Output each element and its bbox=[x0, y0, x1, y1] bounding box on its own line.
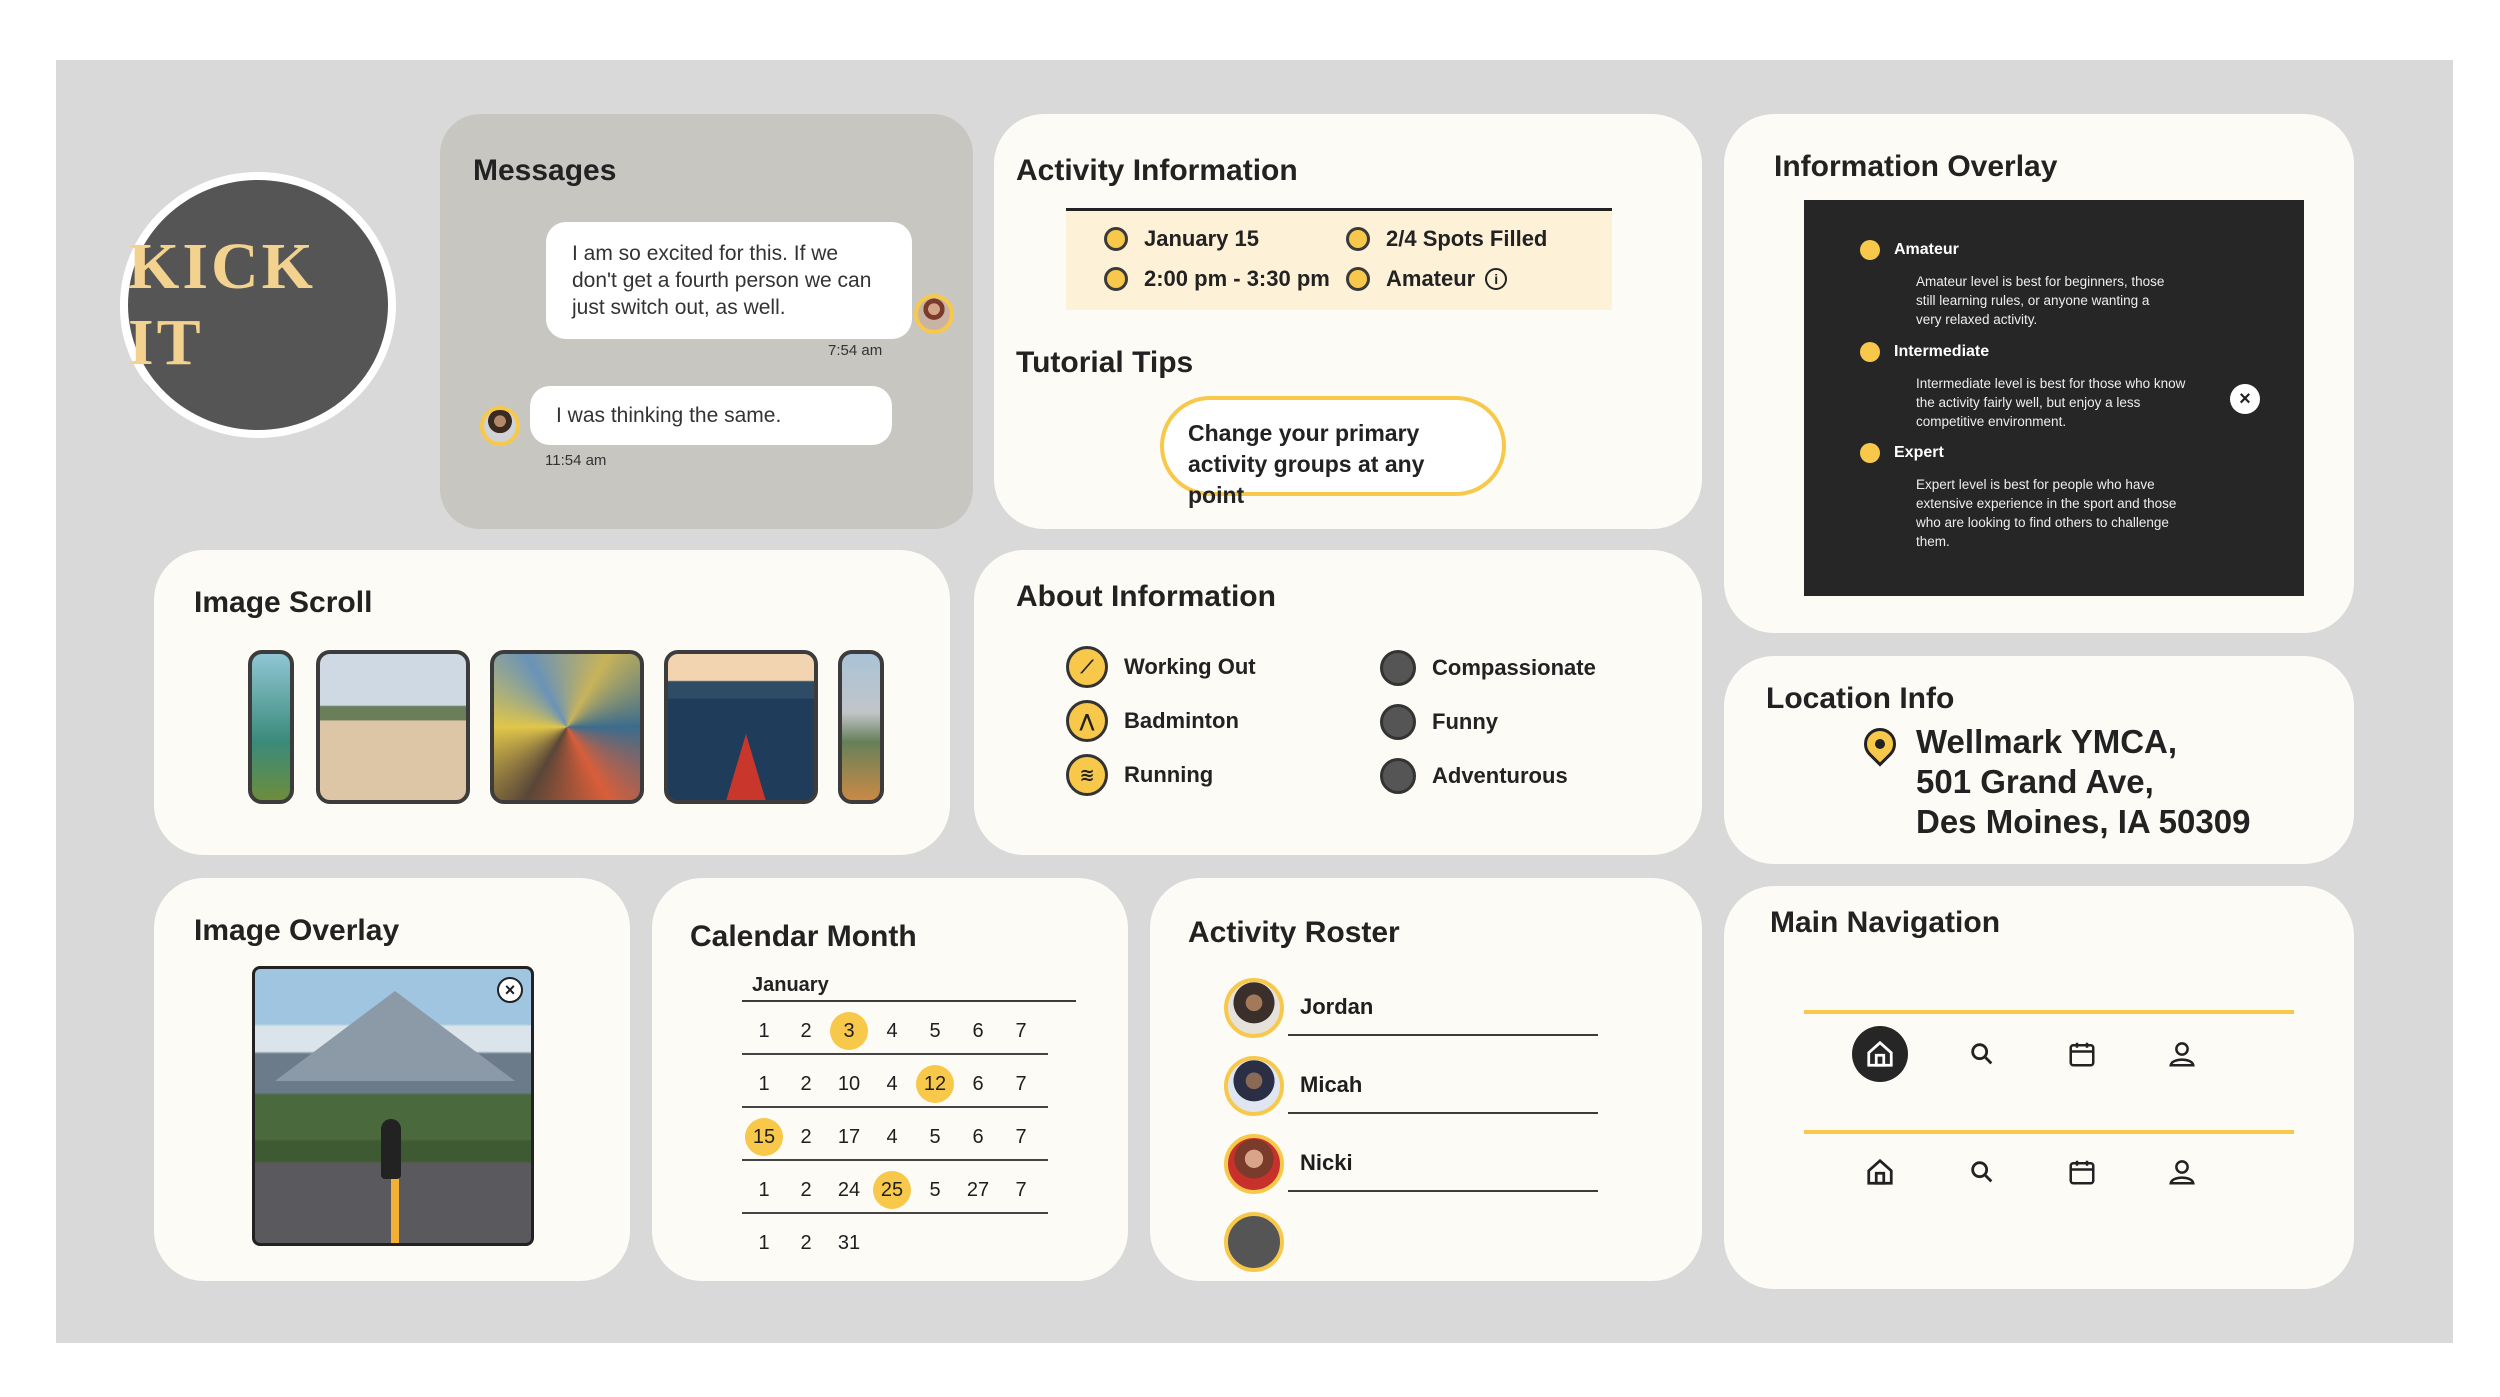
calendar-day[interactable]: 7 bbox=[1015, 1179, 1027, 1201]
expert-desc: Expert level is best for people who have extensive experience in the sport and those who are looking to find others to challenge them. bbox=[1916, 477, 2177, 549]
tutorial-title: Tutorial Tips bbox=[1016, 346, 1194, 379]
calendar-week-row bbox=[742, 1214, 1048, 1267]
intermediate-dot-icon bbox=[1860, 342, 1880, 362]
calendar-day[interactable]: 24 bbox=[837, 1179, 861, 1201]
shoe-icon: ≋ bbox=[1066, 754, 1108, 796]
trait-dot-icon bbox=[1380, 650, 1416, 686]
profile-icon[interactable] bbox=[2154, 1026, 2210, 1082]
trait-compassionate: Compassionate bbox=[1380, 650, 1596, 686]
activity-running: ≋ Running bbox=[1066, 754, 1213, 796]
info-overlay-title: Information Overlay bbox=[1774, 150, 2058, 183]
calendar-day[interactable]: 6 bbox=[972, 1126, 984, 1148]
level-expert: Expert Expert level is best for people who have extensive experience in the sport and those who are looking to find others to challenge them. bbox=[1860, 443, 2200, 551]
calendar-day[interactable]: 4 bbox=[886, 1126, 898, 1148]
calendar-week-row bbox=[742, 1055, 1048, 1108]
trait-dot-icon bbox=[1380, 704, 1416, 740]
level-amateur: Amateur Amateur level is best for beginners, those still learning rules, or anyone wanting a very relaxed activity. bbox=[1860, 240, 2200, 329]
message-bubble-1: I am so excited for this. If we don't get a fourth person we can just switch out, as well. bbox=[546, 222, 912, 339]
search-icon[interactable] bbox=[1954, 1026, 2010, 1082]
roster-row-nicki[interactable] bbox=[1224, 1134, 1598, 1194]
location-card bbox=[1724, 656, 2354, 864]
mountain-shape bbox=[275, 991, 515, 1081]
image-overlay-card bbox=[154, 878, 630, 1281]
image-scroll-title: Image Scroll bbox=[194, 586, 373, 619]
road-line bbox=[391, 1169, 399, 1246]
nav-bar-inactive bbox=[1804, 1130, 2294, 1214]
calendar-day[interactable]: 2 bbox=[800, 1073, 812, 1095]
info-overlay-card bbox=[1724, 114, 2354, 633]
roster-name-micah: Micah bbox=[1300, 1072, 1363, 1097]
messages-card bbox=[440, 114, 973, 529]
activity-badminton: ⋀ Badminton bbox=[1066, 700, 1239, 742]
calendar-icon[interactable] bbox=[2054, 1026, 2110, 1082]
navigation-card bbox=[1724, 886, 2354, 1289]
location-pin-icon bbox=[1857, 721, 1902, 766]
dumbbell-icon: ⟋ bbox=[1066, 646, 1108, 688]
home-icon[interactable] bbox=[1852, 1026, 1908, 1082]
roster-name-nicki: Nicki bbox=[1300, 1150, 1353, 1175]
trait-funny: Funny bbox=[1380, 704, 1498, 740]
calendar-day[interactable]: 2 bbox=[800, 1232, 812, 1254]
calendar-day[interactable]: 17 bbox=[837, 1126, 861, 1148]
tutorial-tip[interactable]: Change your primary activity groups at any point bbox=[1160, 396, 1506, 496]
navigation-title: Main Navigation bbox=[1770, 906, 2001, 939]
calendar-month-label: January bbox=[752, 974, 829, 996]
person-walking bbox=[381, 1119, 401, 1179]
calendar-day[interactable]: 7 bbox=[1015, 1126, 1027, 1148]
calendar-week-row bbox=[742, 1161, 1048, 1214]
image-scroll-card bbox=[154, 550, 950, 855]
trait-adventurous: Adventurous bbox=[1380, 758, 1568, 794]
trait-dot-icon bbox=[1380, 758, 1416, 794]
calendar-day[interactable]: 1 bbox=[758, 1073, 770, 1095]
level-intermediate: Intermediate Intermediate level is best for those who know the activity fairly well, but enjoy a less competitive environment. bbox=[1860, 342, 2200, 431]
calendar-day[interactable]: 27 bbox=[966, 1179, 990, 1201]
avatar-reply bbox=[480, 406, 520, 446]
calendar-day[interactable]: 5 bbox=[929, 1179, 941, 1201]
calendar-day[interactable]: 7 bbox=[1015, 1020, 1027, 1042]
scroll-image-partial-right[interactable] bbox=[838, 650, 884, 804]
calendar-day[interactable]: 2 bbox=[800, 1126, 812, 1148]
calendar-day[interactable]: 1 bbox=[758, 1179, 770, 1201]
calendar-day[interactable]: 10 bbox=[837, 1073, 861, 1095]
calendar-day[interactable]: 2 bbox=[800, 1020, 812, 1042]
activity-level[interactable]: Amateur i bbox=[1346, 266, 1507, 292]
home-icon[interactable] bbox=[1852, 1144, 1908, 1200]
avatar-jordan bbox=[1224, 978, 1284, 1038]
activity-date: January 15 bbox=[1104, 226, 1259, 252]
intermediate-desc: Intermediate level is best for those who know the activity fairly well, but enjoy a less competitive environment. bbox=[1916, 376, 2186, 429]
about-title: About Information bbox=[1016, 580, 1276, 613]
scroll-image-climbing[interactable] bbox=[490, 650, 644, 804]
message-time-1: 7:54 am bbox=[828, 342, 883, 359]
activity-title: Activity Information bbox=[1016, 154, 1298, 187]
calendar-day[interactable]: 1 bbox=[758, 1020, 770, 1042]
roster-underline bbox=[1288, 1112, 1598, 1114]
image-overlay-title: Image Overlay bbox=[194, 914, 400, 947]
activity-spots: 2/4 Spots Filled bbox=[1346, 226, 1547, 252]
about-card bbox=[974, 550, 1702, 855]
avatar-micah bbox=[1224, 1056, 1284, 1116]
spots-dot-icon bbox=[1346, 227, 1370, 251]
roster-underline bbox=[1288, 1190, 1598, 1192]
calendar-title: Calendar Month bbox=[690, 920, 917, 953]
calendar-day[interactable]: 4 bbox=[886, 1073, 898, 1095]
date-dot-icon bbox=[1104, 227, 1128, 251]
close-icon[interactable]: × bbox=[497, 977, 523, 1003]
activity-working-out: ⟋ Working Out bbox=[1066, 646, 1256, 688]
calendar-day[interactable]: 5 bbox=[929, 1126, 941, 1148]
roster-card bbox=[1150, 878, 1702, 1281]
scroll-image-kayak[interactable] bbox=[664, 650, 818, 804]
address-line-3: Des Moines, IA 50309 bbox=[1916, 803, 2251, 840]
scroll-image-partial-left[interactable] bbox=[248, 650, 294, 804]
location-address bbox=[1916, 722, 2250, 842]
amateur-desc: Amateur level is best for beginners, those still learning rules, or anyone wanting a very relaxed activity. bbox=[1916, 274, 2165, 327]
info-icon[interactable]: i bbox=[1485, 268, 1507, 290]
calendar-day[interactable]: 2 bbox=[800, 1179, 812, 1201]
roster-underline bbox=[1288, 1034, 1598, 1036]
calendar-day[interactable]: 7 bbox=[1015, 1073, 1027, 1095]
shuttlecock-icon: ⋀ bbox=[1066, 700, 1108, 742]
activity-time: 2:00 pm - 3:30 pm bbox=[1104, 266, 1330, 292]
calendar-day-highlighted[interactable]: 25 bbox=[873, 1171, 911, 1209]
calendar-icon[interactable] bbox=[2054, 1144, 2110, 1200]
calendar-day[interactable]: 5 bbox=[929, 1020, 941, 1042]
nav-bar-active bbox=[1804, 1010, 2294, 1094]
address-line-2: 501 Grand Ave, bbox=[1916, 763, 2154, 800]
avatar-sender bbox=[914, 294, 954, 334]
calendar-week-row bbox=[742, 1002, 1048, 1055]
roster-row-micah[interactable] bbox=[1224, 1056, 1598, 1116]
kayak-shape bbox=[724, 734, 768, 804]
calendar-day[interactable]: 1 bbox=[758, 1232, 770, 1254]
level-dot-icon bbox=[1346, 267, 1370, 291]
roster-row-jordan[interactable] bbox=[1224, 978, 1598, 1038]
message-time-2: 11:54 am bbox=[545, 452, 607, 469]
expert-dot-icon bbox=[1860, 443, 1880, 463]
time-dot-icon bbox=[1104, 267, 1128, 291]
search-icon[interactable] bbox=[1954, 1144, 2010, 1200]
roster-title: Activity Roster bbox=[1188, 916, 1400, 949]
calendar-day[interactable]: 31 bbox=[837, 1232, 861, 1254]
message-bubble-2: I was thinking the same. bbox=[530, 386, 892, 445]
info-overlay-panel bbox=[1804, 200, 2304, 596]
logo-text: KICK IT bbox=[128, 230, 317, 379]
location-title: Location Info bbox=[1766, 682, 1955, 715]
close-icon[interactable]: × bbox=[2230, 384, 2260, 414]
calendar-day-highlighted[interactable]: 12 bbox=[916, 1065, 954, 1103]
avatar-nicki bbox=[1224, 1134, 1284, 1194]
profile-icon[interactable] bbox=[2154, 1144, 2210, 1200]
scroll-image-runners[interactable] bbox=[316, 650, 470, 804]
calendar-week-row bbox=[742, 1108, 1048, 1161]
roster-name-jordan: Jordan bbox=[1300, 994, 1374, 1019]
address-line-1: Wellmark YMCA, bbox=[1916, 723, 2178, 760]
activity-card bbox=[994, 114, 1702, 529]
calendar-day[interactable]: 6 bbox=[972, 1020, 984, 1042]
activity-info-box bbox=[1066, 208, 1612, 310]
calendar-day[interactable]: 4 bbox=[886, 1020, 898, 1042]
calendar-day-highlighted[interactable]: 3 bbox=[830, 1012, 868, 1050]
overlay-image bbox=[252, 966, 534, 1246]
calendar-day-highlighted[interactable]: 15 bbox=[745, 1118, 783, 1156]
messages-title: Messages bbox=[473, 154, 617, 187]
amateur-dot-icon bbox=[1860, 240, 1880, 260]
avatar-partial bbox=[1224, 1212, 1284, 1272]
logo bbox=[128, 180, 388, 430]
calendar-day[interactable]: 6 bbox=[972, 1073, 984, 1095]
